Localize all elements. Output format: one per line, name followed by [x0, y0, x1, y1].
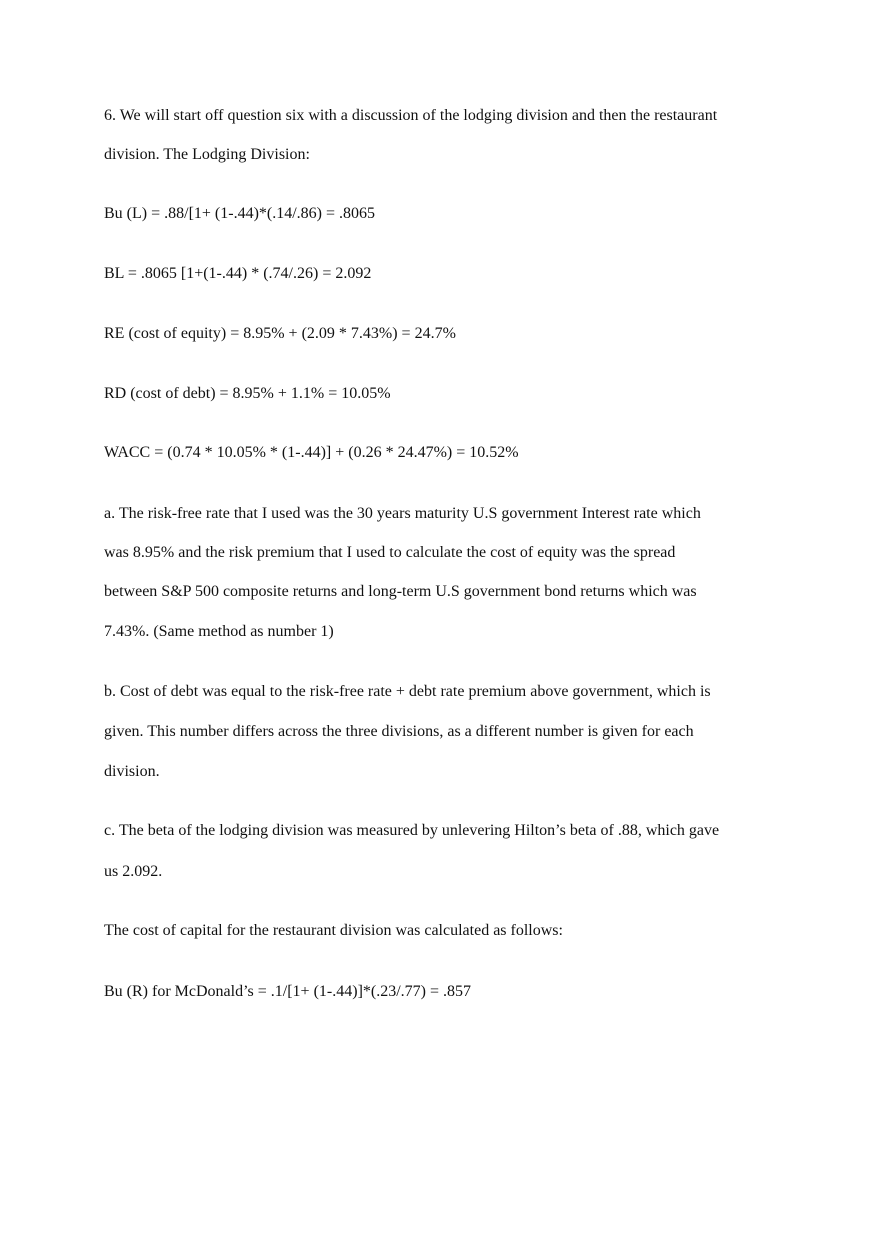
equation-cost-of-equity: RE (cost of equity) = 8.95% + (2.09 * 7.43%) = 24.7%	[104, 325, 456, 342]
equation-wacc: WACC = (0.74 * 10.05% * (1-.44)] + (0.26 * 24.47%) = 10.52%	[104, 444, 519, 461]
equation-bl: BL = .8065 [1+(1-.44) * (.74/.26) = 2.092	[104, 265, 372, 282]
intro-line-1: 6. We will start off question six with a discussion of the lodging division and then the restaurant	[104, 107, 718, 124]
para-b-line-2: given. This number differs across the three divisions, as a different number is given for each	[104, 723, 694, 740]
para-b-line-1: b. Cost of debt was equal to the risk-free rate + debt rate premium above government, which is	[104, 683, 711, 700]
restaurant-intro: The cost of capital for the restaurant division was calculated as follows:	[104, 922, 563, 939]
intro-line-2: division. The Lodging Division:	[104, 146, 310, 163]
equation-bu-restaurant: Bu (R) for McDonald’s = .1/[1+ (1-.44)]*(.23/.77) = .857	[104, 983, 472, 1000]
para-a-line-3: between S&P 500 composite returns and long-term U.S government bond returns which was	[104, 583, 697, 600]
para-a-line-1: a. The risk-free rate that I used was the 30 years maturity U.S government Interest rate which	[104, 505, 701, 522]
para-b-line-3: division.	[104, 763, 160, 780]
para-c-line-1: c. The beta of the lodging division was measured by unlevering Hilton’s beta of .88, which gave	[104, 822, 720, 839]
para-a-line-2: was 8.95% and the risk premium that I used to calculate the cost of equity was the spread	[104, 544, 676, 561]
equation-cost-of-debt: RD (cost of debt) = 8.95% + 1.1% = 10.05%	[104, 385, 391, 402]
para-a-line-4: 7.43%. (Same method as number 1)	[104, 623, 334, 640]
equation-bu-lodging: Bu (L) = .88/[1+ (1-.44)*(.14/.86) = .8065	[104, 205, 376, 222]
para-c-line-2: us 2.092.	[104, 863, 163, 880]
